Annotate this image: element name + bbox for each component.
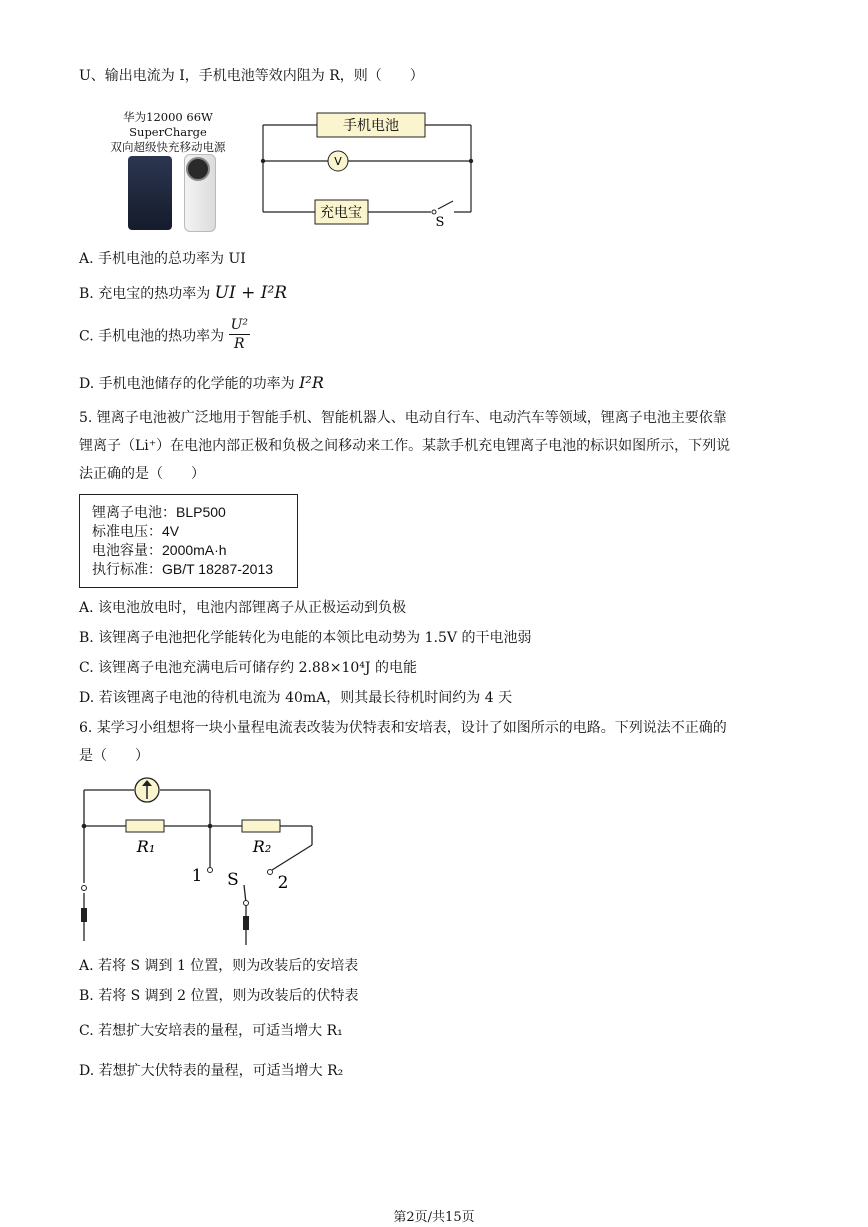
resistor-r1 (126, 820, 164, 832)
switch-position-2-label: 2 (277, 873, 289, 893)
q4-option-c (79, 318, 250, 355)
battery-spec-model: 锂离子电池：BLP500 (92, 504, 226, 520)
q5-option-b: B. 该锂离子电池把化学能转化为电能的本领比电动势为 1.5V 的干电池弱 (79, 630, 532, 646)
q5-stem-line2: 锂离子（Li⁺）在电池内部正极和负极之间移动来工作。某款手机充电锂离子电池的标识如图所示，下列说 (79, 438, 731, 454)
q4-option-d (79, 372, 324, 395)
q6-option-c: C. 若想扩大安培表的量程，可适当增大 R₁ (79, 1023, 343, 1039)
voltmeter-label: V (334, 155, 342, 168)
q4-option-d-formula: I²R (299, 373, 324, 392)
q5-option-a: A. 该电池放电时，电池内部锂离子从正极运动到负极 (79, 600, 407, 616)
q5-option-c: C. 该锂离子电池充满电后可储存约 2.88×10⁴J 的电能 (79, 660, 417, 676)
q4-option-c-text: C. 手机电池的热功率为 (79, 328, 225, 345)
q4-option-b (79, 282, 287, 305)
phone-battery-label: 手机电池 (343, 118, 399, 134)
q4-circuit-diagram (255, 105, 480, 230)
q4-switch-label: S (435, 215, 445, 230)
q6-switch-label: S (227, 870, 239, 890)
charger-label: 充电宝 (320, 205, 362, 221)
q6-stem-line1: 6. 某学习小组想将一块小量程电流表改装为伏特表和安培表，设计了如图所示的电路。下列说法不正确的 (79, 720, 727, 736)
battery-spec-voltage: 标准电压：4V (92, 523, 180, 539)
q4-stem-tail: U、输出电流为 I，手机电池等效内阻为 R，则（ ） (79, 68, 424, 84)
q4-option-c-denominator: R (234, 336, 245, 352)
battery-spec-capacity: 电池容量：2000mA·h (92, 542, 227, 558)
switch-position-1-label: 1 (191, 866, 203, 886)
photo-caption-line2: 双向超级快充移动电源 (110, 140, 226, 154)
q4-option-c-fraction (229, 316, 250, 353)
r2-label: R₂ (252, 837, 272, 856)
r1-label: R₁ (136, 837, 156, 856)
q5-stem-line3: 法正确的是（ ） (79, 466, 205, 482)
q6-stem-line2: 是（ ） (79, 748, 149, 764)
battery-spec-standard: 执行标准：GB/T 18287-2013 (92, 561, 274, 577)
q4-option-b-formula: UI + I²R (214, 283, 288, 303)
q6-option-b: B. 若将 S 调到 2 位置，则为改装后的伏特表 (79, 988, 359, 1004)
battery-label-box (79, 494, 298, 588)
q6-option-d: D. 若想扩大伏特表的量程，可适当增大 R₂ (79, 1063, 344, 1079)
q4-option-a: A. 手机电池的总功率为 UI (79, 251, 246, 267)
q6-circuit-diagram (76, 775, 321, 947)
phone-camera-image (186, 157, 210, 181)
q5-option-d: D. 若该锂离子电池的待机电流为 40mA，则其最长待机时间约为 4 天 (79, 690, 513, 706)
q4-option-c-numerator: U² (230, 317, 248, 333)
photo-caption (84, 110, 252, 155)
q6-option-a: A. 若将 S 调到 1 位置，则为改装后的安培表 (79, 958, 359, 974)
power-bank-image (128, 156, 172, 230)
q4-option-d-text: D. 手机电池储存的化学能的功率为 (79, 376, 295, 392)
q4-option-b-text: B. 充电宝的热功率为 (79, 286, 211, 302)
page-footer: 第2页/共15页 (393, 1210, 475, 1225)
q5-stem-line1: 5. 锂离子电池被广泛地用于智能手机、智能机器人、电动自行车、电动汽车等领域，锂离子电池主要依靠 (79, 410, 727, 426)
resistor-r2 (242, 820, 280, 832)
photo-caption-line1: 华为12000 66W SuperCharge (123, 110, 213, 139)
